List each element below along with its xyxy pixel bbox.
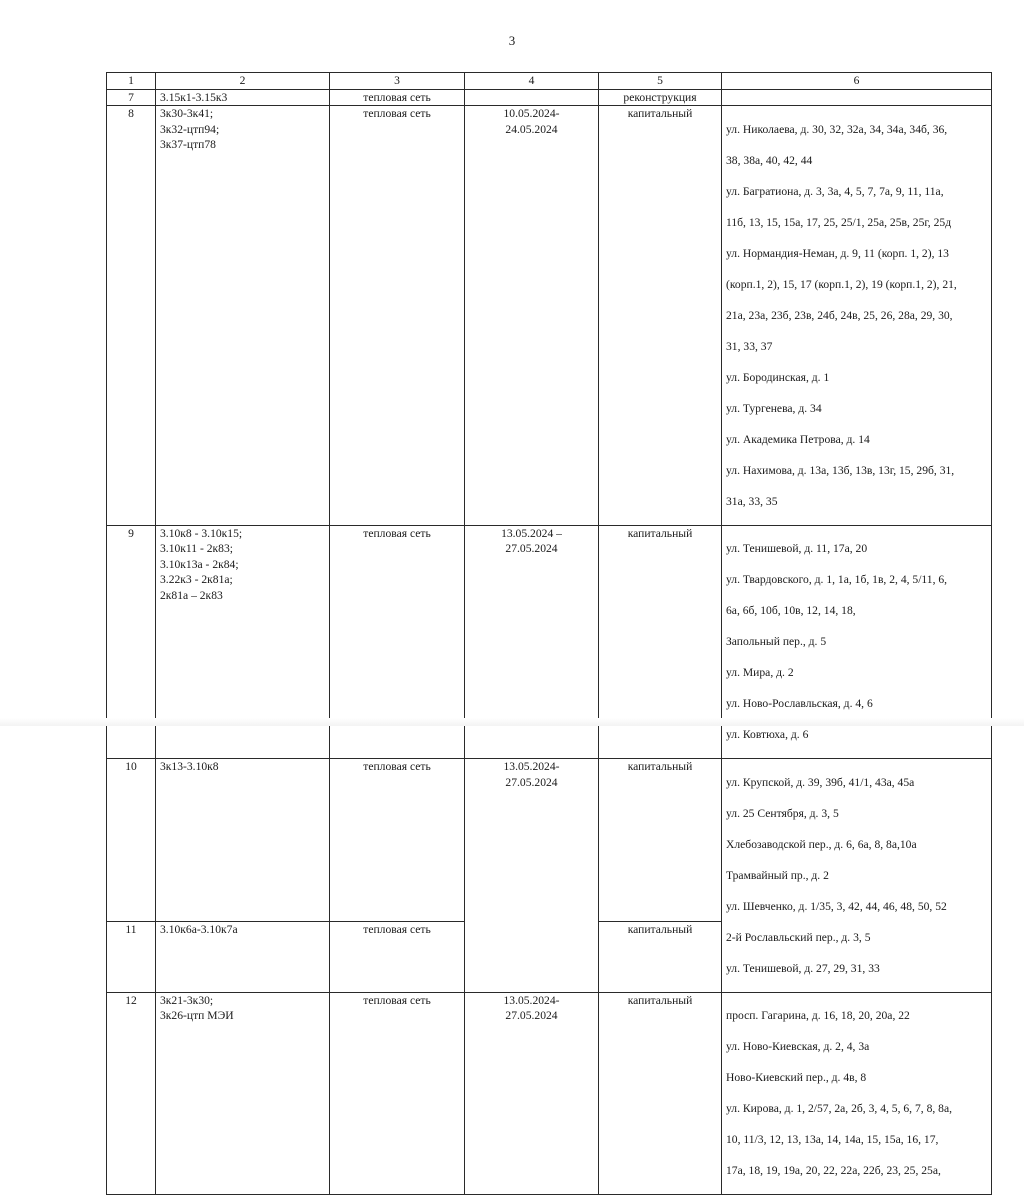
network-cell: тепловая сеть [330,992,465,1195]
addresses-cell [722,992,992,1195]
address-line: ул. Нормандия-Неман, д. 9, 11 (корп. 1, 2), 13 [726,246,949,260]
address-line: 6а, 6б, 10б, 10в, 12, 14, 18, [726,604,856,617]
table-row [107,992,992,1195]
address-line: ул. Крупской, д. 39, 39б, 41/1, 43а, 45а [726,775,915,789]
addresses-cell [722,89,992,106]
segment-cell: 3.10к6а-3.10к7а [156,921,330,992]
column-header: 3 [330,73,465,90]
address-line: 11б, 13, 15, 15а, 17, 25, 25/1, 25а, 25в, 25г, 25д [726,215,952,229]
table-row [107,89,992,106]
address-line: ул. Мира, д. 2 [726,666,794,679]
address-line: Ново-Киевский пер., д. 4в, 8 [726,1071,867,1084]
address-line: 2-й Рославльский пер., д. 3, 5 [726,930,871,944]
work-type-cell: капитальный [599,921,722,992]
address-line: ул. Ковтюха, д. 6 [726,728,809,741]
address-line: ул. Бородинская, д. 1 [726,370,830,384]
page-number: 3 [508,33,516,48]
address-line: ул. Тенишевой, д. 11, 17а, 20 [726,542,868,555]
address-line: 17а, 18, 19, 19а, 20, 22, 22а, 22б, 23, 25, 25а, [726,1164,941,1177]
column-header: 5 [599,73,722,90]
network-cell: тепловая сеть [330,921,465,992]
address-line: Запольный пер., д. 5 [726,635,827,648]
address-line: ул. Шевченко, д. 1/35, 3, 42, 44, 46, 48, 50, 52 [726,899,947,913]
row-number: 12 [107,992,156,1195]
address-line: ул. Ново-Киевская, д. 2, 4, 3а [726,1040,870,1053]
address-line: 10, 11/3, 12, 13, 13а, 14, 14а, 15, 15а, 16, 17, [726,1133,939,1146]
segment-cell: 3.10к8 - 3.10к15; 3.10к11 - 2к83; 3.10к13а - 2к84; 3.22к3 - 2к81а; 2к81а – 2к83 [156,525,330,759]
address-line: ул. Академика Петрова, д. 14 [726,432,870,446]
address-line: просп. Гагарина, д. 16, 18, 20, 20а, 22 [726,1009,910,1022]
column-header: 6 [722,73,992,90]
address-line: ул. Николаева, д. 30, 32, 32а, 34, 34а, 34б, 36, [726,122,948,136]
address-line: 31, 33, 37 [726,339,773,353]
scan-bottom-edge [0,718,1024,726]
dates-cell: 13.05.2024- 27.05.2024 [465,992,599,1195]
address-line: Хлебозаводской пер., д. 6, 6а, 8, 8а,10а [726,837,917,851]
dates-cell [465,89,599,106]
header-row [107,73,992,90]
dates-cell: 13.05.2024 – 27.05.2024 [465,525,599,759]
address-line: ул. Тургенева, д. 34 [726,401,822,415]
address-line: 21а, 23а, 23б, 23в, 24б, 24в, 25, 26, 28а, 29, 30, [726,308,953,322]
address-line: ул. Багратиона, д. 3, 3а, 4, 5, 7, 7а, 9, 11, 11а, [726,184,944,198]
address-line: ул. Твардовского, д. 1, 1а, 1б, 1в, 2, 4, 5/11, 6, [726,573,948,586]
column-header: 1 [107,73,156,90]
network-cell: тепловая сеть [330,106,465,526]
address-line: ул. Тенишевой, д. 27, 29, 31, 33 [726,961,880,975]
row-number: 9 [107,525,156,759]
column-header: 2 [156,73,330,90]
network-cell: тепловая сеть [330,759,465,922]
segment-cell: 3к21-3к30; 3к26-цтп МЭИ [156,992,330,1195]
schedule-table [106,72,992,1195]
address-line: ул. 25 Сентября, д. 3, 5 [726,806,839,820]
address-line: (корп.1, 2), 15, 17 (корп.1, 2), 19 (корп.1, 2), 21, [726,277,957,291]
row-number: 7 [107,89,156,106]
addresses-cell [722,759,992,993]
dates-cell: 13.05.2024- 27.05.2024 [465,759,599,993]
dates-cell: 10.05.2024- 24.05.2024 [465,106,599,526]
address-line: 31а, 33, 35 [726,494,778,508]
table-row [107,106,992,526]
table-row [107,759,992,922]
work-type-cell: капитальный [599,759,722,922]
work-type-cell: капитальный [599,992,722,1195]
work-type-cell: реконструкция [599,89,722,106]
work-type-cell: капитальный [599,106,722,526]
addresses-cell [722,106,992,526]
row-number: 8 [107,106,156,526]
column-header: 4 [465,73,599,90]
row-number: 10 [107,759,156,922]
address-line: ул. Кирова, д. 1, 2/57, 2а, 2б, 3, 4, 5, 6, 7, 8, 8а, [726,1102,952,1115]
address-line: 38, 38а, 40, 42, 44 [726,153,813,167]
segment-cell: 3к13-3.10к8 [156,759,330,922]
row-number: 11 [107,921,156,992]
address-line: ул. Ново-Рославльская, д. 4, 6 [726,697,873,710]
segment-cell: 3к30-3к41; 3к32-цтп94; 3к37-цтп78 [156,106,330,526]
segment-cell: 3.15к1-3.15к3 [156,89,330,106]
network-cell: тепловая сеть [330,525,465,759]
address-line: Трамвайный пр., д. 2 [726,868,829,882]
address-line: ул. Нахимова, д. 13а, 13б, 13в, 13г, 15, 29б, 31, [726,463,955,477]
network-cell: тепловая сеть [330,89,465,106]
work-type-cell: капитальный [599,525,722,759]
